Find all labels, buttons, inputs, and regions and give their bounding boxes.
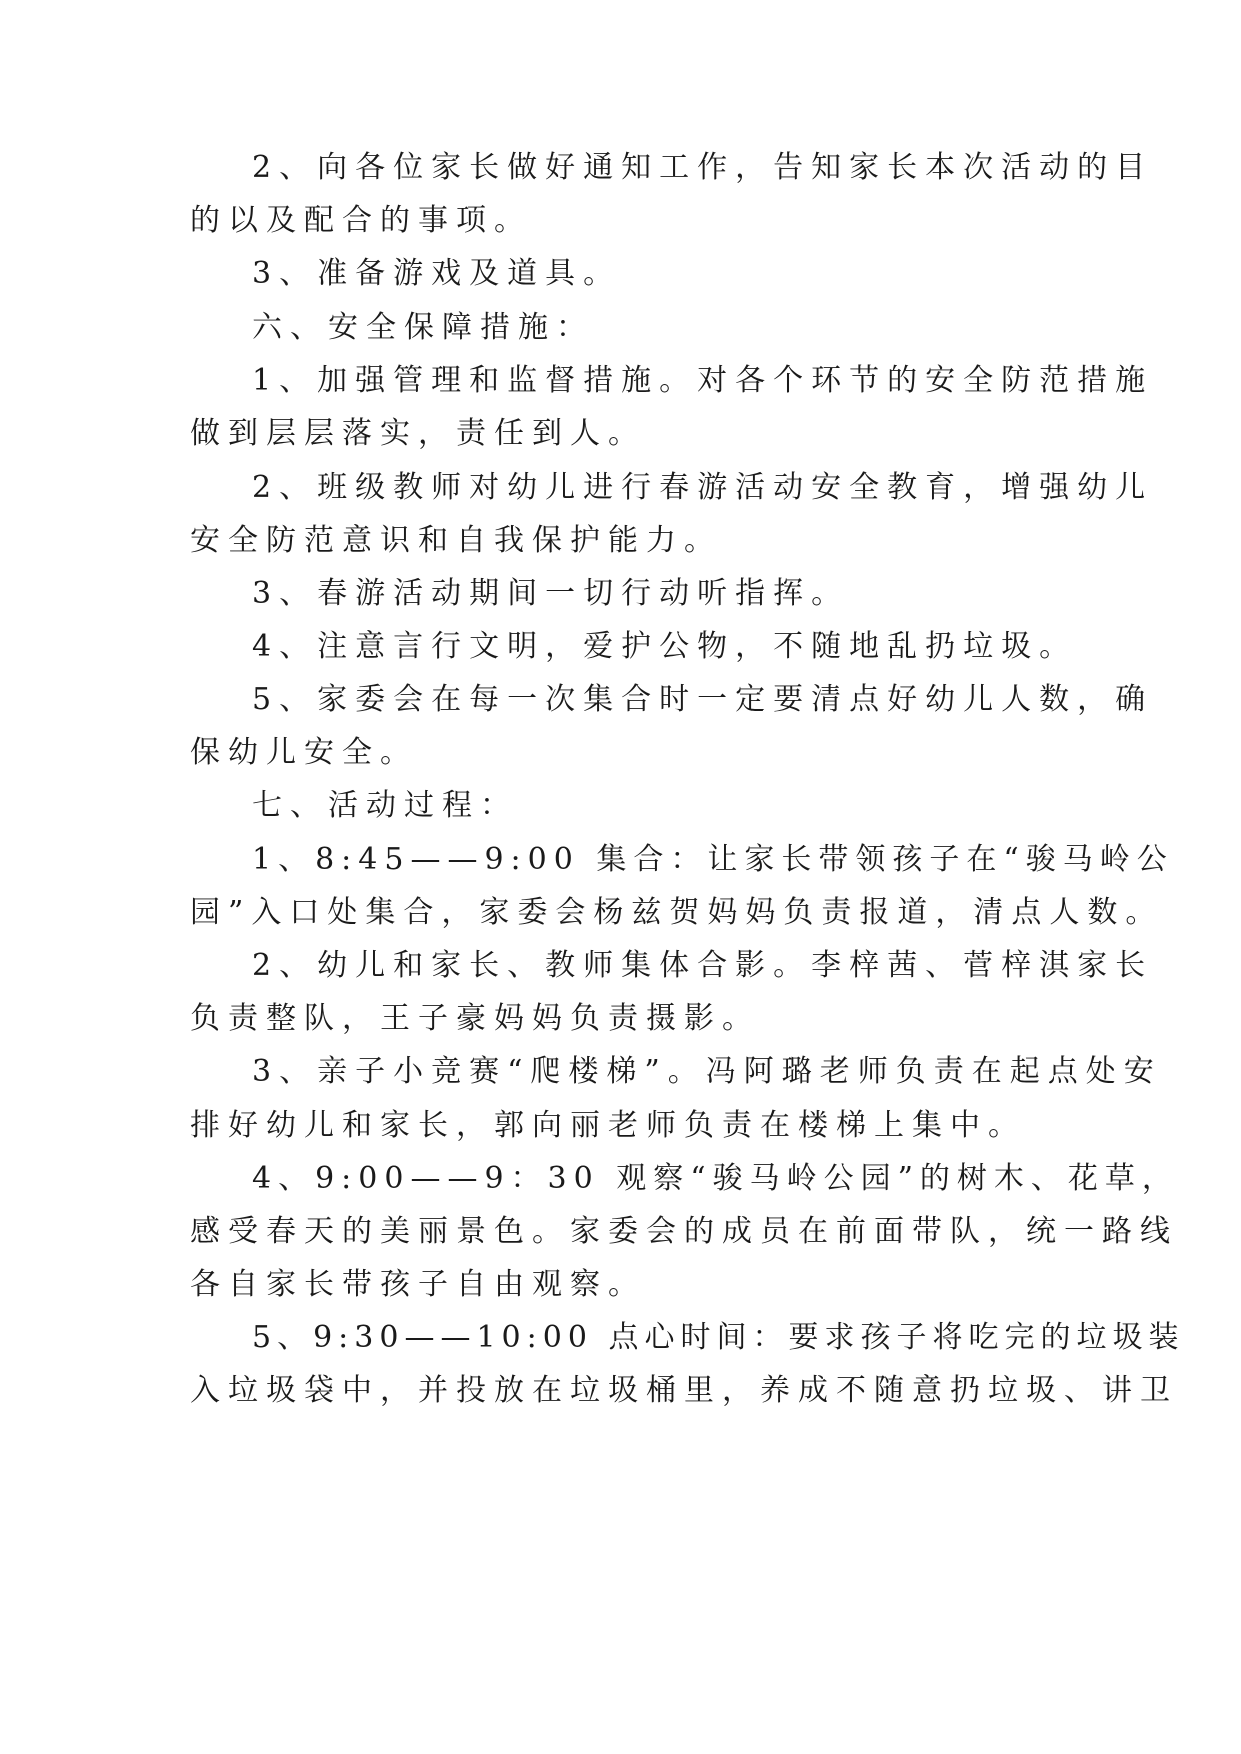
paragraph-line: 保幼儿安全。 bbox=[190, 735, 418, 770]
paragraph-line: 做到层层落实，责任到人。 bbox=[190, 416, 646, 451]
paragraph-line: 1、8:45——9:00 集合：让家长带领孩子在“骏马岭公 bbox=[252, 842, 1174, 877]
paragraph-line: 入垃圾袋中，并投放在垃圾桶里，养成不随意扔垃圾、讲卫 bbox=[190, 1373, 1178, 1408]
paragraph-line: 5、9:30——10:00 点心时间：要求孩子将吃完的垃圾装 bbox=[252, 1320, 1185, 1355]
paragraph-line: 各自家长带孩子自由观察。 bbox=[190, 1267, 646, 1302]
paragraph-line: 3、亲子小竞赛“爬楼梯”。冯阿璐老师负责在起点处安 bbox=[252, 1054, 1162, 1089]
paragraph-line: 2、班级教师对幼儿进行春游活动安全教育，增强幼儿 bbox=[252, 470, 1154, 505]
paragraph-line: 2、幼儿和家长、教师集体合影。李梓茜、菅梓淇家长 bbox=[252, 948, 1154, 983]
paragraph-line: 感受春天的美丽景色。家委会的成员在前面带队，统一路线 bbox=[190, 1214, 1178, 1249]
section-heading: 七、活动过程： bbox=[252, 788, 518, 823]
paragraph-line: 园”入口处集合，家委会杨兹贺妈妈负责报道，清点人数。 bbox=[190, 895, 1164, 930]
section-heading: 六、安全保障措施： bbox=[252, 310, 594, 345]
paragraph-line: 4、注意言行文明，爱护公物，不随地乱扔垃圾。 bbox=[252, 629, 1078, 664]
paragraph-line: 2、向各位家长做好通知工作，告知家长本次活动的目 bbox=[252, 150, 1154, 185]
paragraph-line: 4、9:00——9：30 观察“骏马岭公园”的树木、花草， bbox=[252, 1161, 1179, 1196]
paragraph-line: 负责整队，王子豪妈妈负责摄影。 bbox=[190, 1001, 760, 1036]
paragraph-line: 安全防范意识和自我保护能力。 bbox=[190, 523, 722, 558]
paragraph-line: 1、加强管理和监督措施。对各个环节的安全防范措施 bbox=[252, 363, 1154, 398]
paragraph-line: 3、春游活动期间一切行动听指挥。 bbox=[252, 576, 850, 611]
paragraph-line: 5、家委会在每一次集合时一定要清点好幼儿人数，确 bbox=[252, 682, 1154, 717]
paragraph-line: 3、准备游戏及道具。 bbox=[252, 256, 622, 291]
paragraph-line: 的以及配合的事项。 bbox=[190, 203, 532, 238]
paragraph-line: 排好幼儿和家长，郭向丽老师负责在楼梯上集中。 bbox=[190, 1108, 1026, 1143]
